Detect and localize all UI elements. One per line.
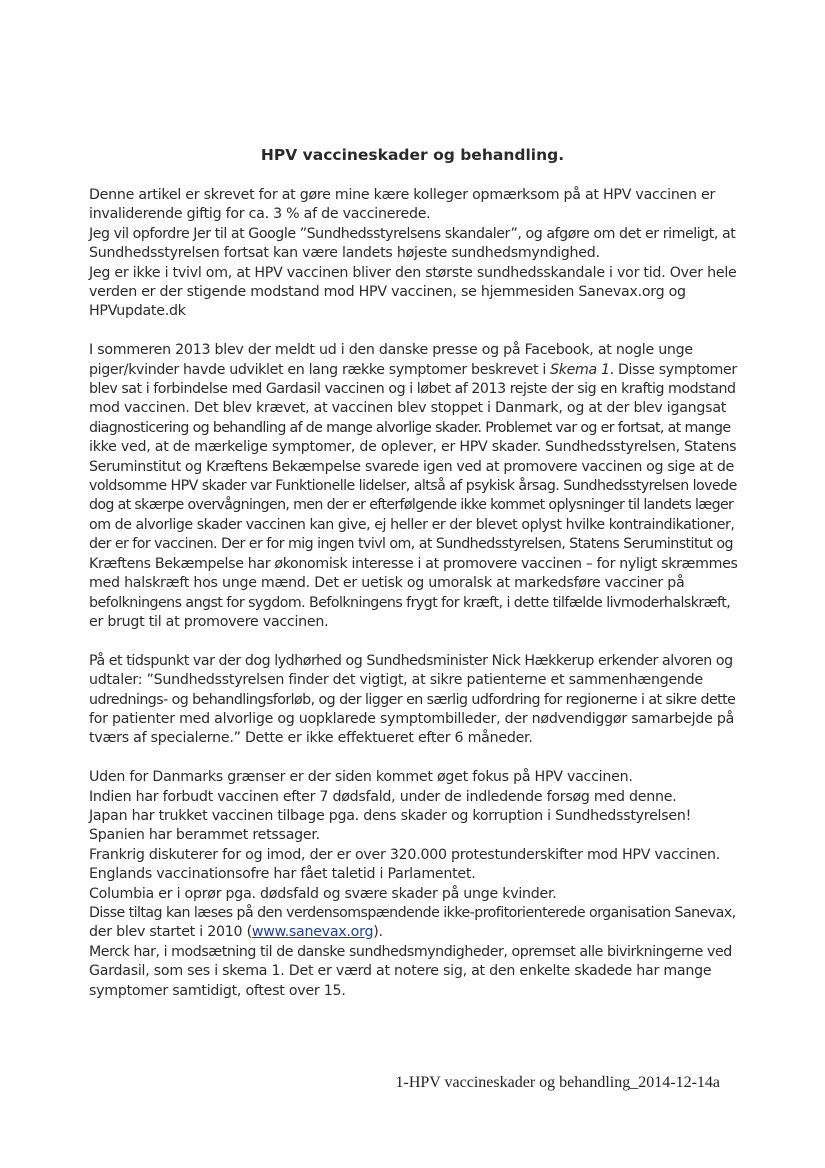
text-line: Jeg er ikke i tvivl om, at HPV vaccinen bliver den største sundhedsskandale i vor tid. Over hele bbox=[89, 264, 737, 281]
text-line: På et tidspunkt var der dog lydhørhed og Sundhedsminister Nick Hækkerup erkender alvoren og bbox=[89, 652, 733, 669]
text-line: Denne artikel er skrevet for at gøre mine kære kolleger opmærksom på at HPV vaccinen er bbox=[89, 187, 716, 203]
text-line: udrednings- og behandlingsforløb, og der ligger en særlig udfordring for regionerne i at sikre dette bbox=[89, 691, 736, 708]
text-line: I sommeren 2013 blev der meldt ud i den danske presse og på Facebook, at nogle unge bbox=[89, 342, 693, 359]
text-line: Sundhedsstyrelsen fortsat kan være landets højeste sundhedsmyndighed. bbox=[89, 245, 600, 262]
text-fragment: ). bbox=[373, 924, 383, 941]
text-line: der er for vaccinen. Der er for mig ingen tvivl om, at Sundhedsstyrelsen, Statens Seruminstitut og bbox=[89, 536, 733, 553]
text-line: tværs af specialerne.” Dette er ikke effektueret efter 6 måneder. bbox=[89, 730, 533, 747]
text-line: diagnosticering og behandling af de mange alvorlige skader. Problemet var og er fortsat, at mange bbox=[89, 419, 731, 436]
text-line: voldsomme HPV skader var Funktionelle lidelser, altså af psykisk årsag. Sundhedsstyrelsen lovede bbox=[89, 478, 737, 495]
text-line: udtaler: ”Sundhedsstyrelsen finder det vigtigt, at sikre patienterne et sammenhængende bbox=[89, 672, 703, 689]
text-line: Spanien har berammet retssager. bbox=[89, 827, 320, 844]
text-line: Indien har forbudt vaccinen efter 7 dødsfald, under de indledende forsøg med denne. bbox=[89, 788, 677, 805]
document-footer: 1-HPV vaccineskader og behandling_2014-12-14a bbox=[395, 1074, 720, 1091]
paragraph-minister bbox=[89, 652, 739, 749]
text-line: Disse tiltag kan læses på den verdensomspændende ikke-profitorienterede organisation Sanevax, bbox=[89, 904, 736, 921]
text-line: Jeg vil opfordre Jer til at Google ”Sundhedsstyrelsens skandaler”, og afgøre om det er rimeligt, at bbox=[89, 225, 736, 242]
text-line: symptomer samtidigt, oftest over 15. bbox=[89, 982, 346, 999]
text-line: med halskræft hos unge mænd. Det er uetisk og umoralsk at markedsføre vacciner på bbox=[89, 575, 685, 592]
text-line: Frankrig diskuterer for og imod, der er over 320.000 protestunderskifter mod HPV vaccinen. bbox=[89, 846, 721, 863]
text-line: om de alvorlige skader vaccinen kan give, ej heller er der blevet oplyst hvilke kontraindikationer, bbox=[89, 516, 735, 533]
schema-reference: Skema 1 bbox=[550, 361, 610, 378]
text-line: Merck har, i modsætning til de danske sundhedsmyndigheder, opremset alle bivirkningerne ved bbox=[89, 943, 732, 960]
text-fragment: piger/kvinder havde udviklet en lang række symptomer beskrevet i bbox=[89, 361, 551, 378]
text-line: dog at skærpe overvågningen, men der er efterfølgende ikke kommet oplysninger til landets læger bbox=[89, 497, 734, 514]
paragraph-summer-2013 bbox=[89, 341, 739, 632]
paragraph-international bbox=[89, 768, 739, 1001]
sanevax-link[interactable]: www.sanevax.org bbox=[251, 924, 374, 941]
text-line: ikke ved, at de mærkelige symptomer, de oplever, er HPV skader. Sundhedsstyrelsen, Statens bbox=[89, 439, 737, 456]
text-line: for patienter med alvorlige og uopklarede symptombilleder, der nødvendiggør samarbejde på bbox=[89, 710, 735, 727]
text-line: Japan har trukket vaccinen tilbage pga. dens skader og korruption i Sundhedsstyrelsen! bbox=[89, 807, 692, 824]
paragraph-intro bbox=[89, 186, 739, 322]
text-line: HPVupdate.dk bbox=[89, 303, 186, 320]
text-line: Uden for Danmarks grænser er der siden kommet øget fokus på HPV vaccinen. bbox=[89, 769, 633, 786]
text-line: befolkningens angst for sygdom. Befolkningens frygt for kræft, i dette tilfælde livmoderhalskræft, bbox=[89, 594, 731, 611]
text-line: Kræftens Bekæmpelse har økonomisk interesse i at promovere vaccinen – for nyligt skræmmes bbox=[89, 555, 738, 572]
text-line: Columbia er i oprør pga. dødsfald og svære skader på unge kvinder. bbox=[89, 885, 557, 902]
text-fragment: der blev startet i 2010 ( bbox=[89, 924, 252, 941]
document-title: HPV vaccineskader og behandling. bbox=[260, 146, 565, 164]
text-line: mod vaccinen. Det blev krævet, at vaccinen blev stoppet i Danmark, og at der blev igangsat bbox=[89, 400, 727, 417]
text-line: Seruminstitut og Kræftens Bekæmpelse svarede igen ved at promovere vaccinen og sige at de bbox=[89, 458, 734, 475]
text-line: Gardasil, som ses i skema 1. Det er værd at notere sig, at den enkelte skadede har mange bbox=[89, 963, 712, 980]
text-line: Englands vaccinationsofre har fået taletid i Parlamentet. bbox=[89, 866, 476, 883]
text-line: verden er der stigende modstand mod HPV vaccinen, se hjemmesiden Sanevax.org og bbox=[89, 284, 686, 301]
text-line: blev sat i forbindelse med Gardasil vaccinen og i løbet af 2013 rejste der sig en kraftig modstand bbox=[89, 381, 736, 398]
text-fragment: . Disse symptomer bbox=[609, 361, 737, 378]
text-line bbox=[89, 923, 739, 942]
text-line: er brugt til at promovere vaccinen. bbox=[89, 613, 329, 630]
document-body bbox=[89, 186, 739, 1020]
text-line bbox=[89, 361, 739, 380]
text-line: invaliderende giftig for ca. 3 % af de vaccinerede. bbox=[89, 206, 431, 223]
